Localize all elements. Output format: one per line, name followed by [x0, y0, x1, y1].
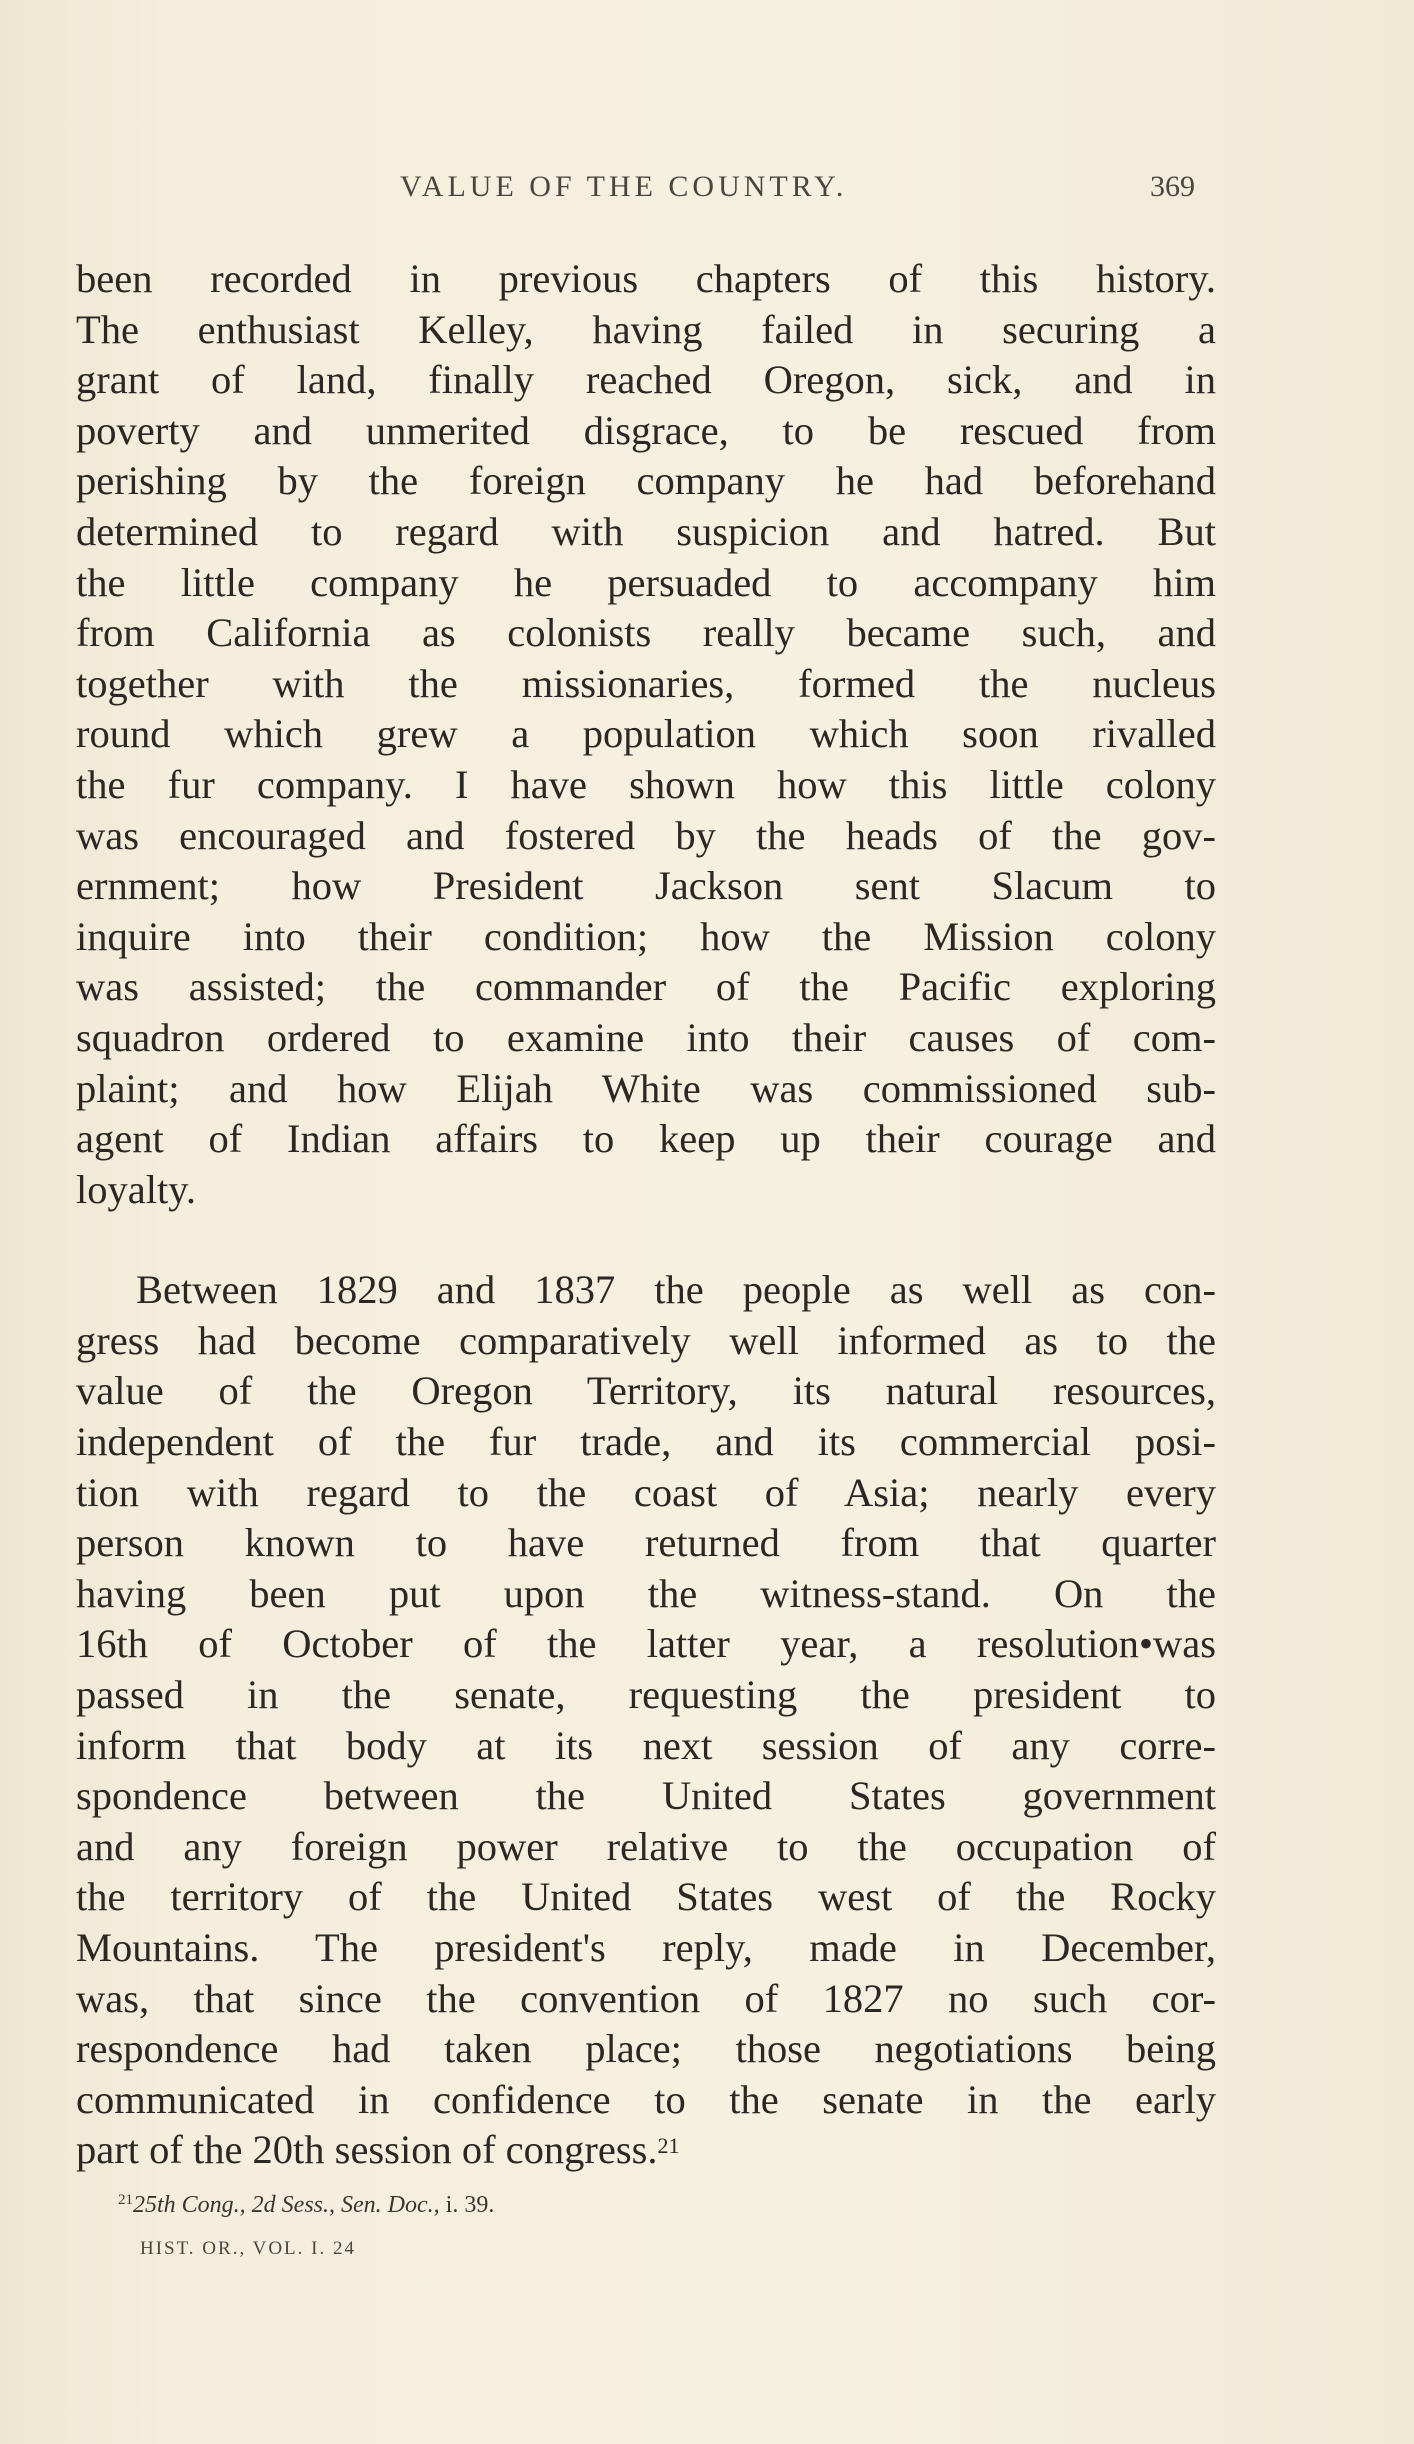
footnote-locator: i. 39.	[439, 2192, 495, 2218]
signature-line: HIST. OR., VOL. I. 24	[140, 2238, 356, 2259]
text-line: the territory of the United States west of the Rocky	[76, 1874, 1216, 1920]
text-line: together with the missionaries, formed the nucleus	[76, 660, 1216, 706]
paragraph-gap	[76, 1215, 1216, 1265]
text-line: determined to regard with suspicion and hatred. But	[76, 508, 1216, 554]
footnote-citation: 25th Cong., 2d Sess., Sen. Doc.,	[133, 2192, 440, 2218]
text-line: Between 1829 and 1837 the people as well as con-	[136, 1267, 1216, 1313]
text-line: communicated in confidence to the senate in the early	[76, 2076, 1216, 2122]
text-line: inform that body at its next session of any corre-	[76, 1722, 1216, 1768]
text-line: independent of the fur trade, and its commercial posi-	[76, 1419, 1216, 1465]
text-line: respondence had taken place; those negotiations being	[76, 2026, 1216, 2072]
running-title: VALUE OF THE COUNTRY.	[400, 170, 848, 203]
text-line: Mountains. The president's reply, made in December,	[76, 1925, 1216, 1970]
text-line: inquire into their condition; how the Mission colony	[76, 913, 1216, 959]
text-line: squadron ordered to examine into their causes of com-	[76, 1014, 1216, 1060]
text-line: plaint; and how Elijah White was commissioned sub-	[76, 1065, 1216, 1111]
text-line: was, that since the convention of 1827 no such cor-	[76, 1975, 1216, 2021]
text-line: part of the 20th session of congress.$^{21}$	[76, 2127, 680, 2173]
text-line: tion with regard to the coast of Asia; nearly every	[76, 1469, 1216, 1515]
text-line: gress had become comparatively well informed as to the	[76, 1317, 1216, 1363]
text-line: spondence between the United States government	[76, 1773, 1216, 1819]
text-line: and any foreign power relative to the occupation of	[76, 1823, 1216, 1869]
page-number: 369	[1150, 170, 1195, 203]
text-line: poverty and unmerited disgrace, to be rescued from	[76, 407, 1216, 453]
text-line: been recorded in previous chapters of this history.	[76, 256, 1216, 301]
text-line: the little company he persuaded to accompany him	[76, 559, 1216, 605]
text-line: person known to have returned from that quarter	[76, 1520, 1216, 1566]
text-line: 16th of October of the latter year, a resolution•was	[76, 1621, 1216, 1667]
text-line: grant of land, finally reached Oregon, sick, and in	[76, 357, 1216, 403]
text-line: from California as colonists really became such, and	[76, 610, 1216, 656]
body-text	[76, 254, 1216, 2176]
paragraph-1	[76, 254, 1216, 1215]
text-line: loyalty.	[76, 1166, 196, 1212]
text-line: agent of Indian affairs to keep up their courage and	[76, 1116, 1216, 1162]
text-line: the fur company. I have shown how this little colony	[76, 761, 1216, 807]
text-line: perishing by the foreign company he had beforehand	[76, 458, 1216, 504]
footnote	[118, 2192, 494, 2219]
footnote-reference: 21	[657, 2133, 680, 2159]
footnote-mark: 21	[118, 2192, 133, 2208]
text-line: value of the Oregon Territory, its natural resources,	[76, 1368, 1216, 1414]
text-line: having been put upon the witness-stand. On the	[76, 1570, 1216, 1616]
text-line: was assisted; the commander of the Pacific exploring	[76, 964, 1216, 1010]
text-line: ernment; how President Jackson sent Slacum to	[76, 863, 1216, 909]
paragraph-2	[76, 1265, 1216, 2176]
text-line: passed in the senate, requesting the president to	[76, 1672, 1216, 1718]
running-head	[0, 170, 1414, 220]
text-line: round which grew a population which soon rivalled	[76, 711, 1216, 757]
text-line: The enthusiast Kelley, having failed in securing a	[76, 306, 1216, 352]
text-line: was encouraged and fostered by the heads of the gov-	[76, 812, 1216, 858]
